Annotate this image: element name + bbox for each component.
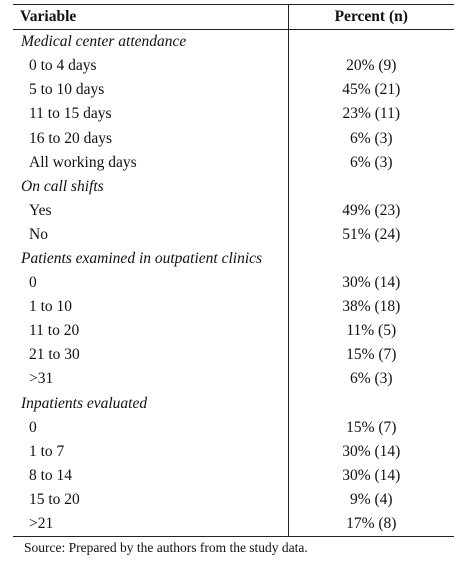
section-value-cell xyxy=(288,392,454,416)
row-label: 5 to 10 days xyxy=(29,81,105,99)
table-row xyxy=(13,488,454,512)
row-label: All working days xyxy=(29,153,137,171)
row-value: 23% (11) xyxy=(288,102,454,126)
row-label: 16 to 20 days xyxy=(29,129,113,147)
row-value: 30% (14) xyxy=(288,464,454,488)
row-value: 30% (14) xyxy=(288,440,454,464)
row-label: 8 to 14 xyxy=(29,466,73,484)
row-value: 38% (18) xyxy=(288,295,454,319)
row-value: 6% (3) xyxy=(288,151,454,175)
table-row xyxy=(13,343,454,367)
table-row xyxy=(13,295,454,319)
table-row xyxy=(13,464,454,488)
section-value-cell xyxy=(288,175,454,199)
row-value: 6% (3) xyxy=(288,126,454,150)
row-value: 20% (9) xyxy=(288,54,454,78)
source-note: Source: Prepared by the authors from the study data. xyxy=(24,540,308,555)
row-label: 15 to 20 xyxy=(29,490,80,508)
row-label: 0 to 4 days xyxy=(29,57,97,75)
table-body xyxy=(13,30,454,537)
row-value: 15% (7) xyxy=(288,343,454,367)
row-label: >21 xyxy=(13,512,288,537)
section-row xyxy=(13,175,454,199)
section-row xyxy=(13,30,454,55)
row-value: 51% (24) xyxy=(288,223,454,247)
table-row xyxy=(13,512,454,537)
row-label: 1 to 7 xyxy=(29,442,65,460)
table-row xyxy=(13,126,454,150)
section-row xyxy=(13,392,454,416)
row-label: Yes xyxy=(29,201,52,219)
row-value: 17% (8) xyxy=(288,512,454,537)
section-title: On call shifts xyxy=(21,177,104,195)
section-row xyxy=(13,247,454,271)
row-value: 15% (7) xyxy=(288,416,454,440)
table-row xyxy=(13,78,454,102)
row-label: 0 xyxy=(29,274,37,292)
column-header-variable: Variable xyxy=(13,5,288,30)
table-row xyxy=(13,151,454,175)
data-table xyxy=(13,4,454,537)
row-label: 0 xyxy=(29,418,37,436)
table-row xyxy=(13,102,454,126)
row-value: 49% (23) xyxy=(288,199,454,223)
table-row xyxy=(13,271,454,295)
row-value: 30% (14) xyxy=(288,271,454,295)
column-header-percent: Percent (n) xyxy=(288,5,454,30)
row-label: 11 to 20 xyxy=(29,322,80,340)
section-value-cell xyxy=(288,247,454,271)
section-title: Inpatients evaluated xyxy=(21,394,148,412)
table-row xyxy=(13,223,454,247)
row-value: 45% (21) xyxy=(288,78,454,102)
header-row xyxy=(13,5,454,30)
row-label: >31 xyxy=(29,370,54,388)
row-value: 6% (3) xyxy=(288,367,454,391)
section-value-cell xyxy=(288,30,454,55)
table-row xyxy=(13,440,454,464)
table-row xyxy=(13,367,454,391)
row-value: 11% (5) xyxy=(288,319,454,343)
table-row xyxy=(13,54,454,78)
row-label: 11 to 15 days xyxy=(29,105,112,123)
row-label: 1 to 10 xyxy=(29,298,73,316)
row-value: 9% (4) xyxy=(288,488,454,512)
table-row xyxy=(13,416,454,440)
section-title: Medical center attendance xyxy=(21,33,187,51)
table-row xyxy=(13,199,454,223)
row-label: 21 to 30 xyxy=(29,346,80,364)
table-row xyxy=(13,319,454,343)
row-label: No xyxy=(29,225,48,243)
section-title: Patients examined in outpatient clinics xyxy=(21,249,263,267)
